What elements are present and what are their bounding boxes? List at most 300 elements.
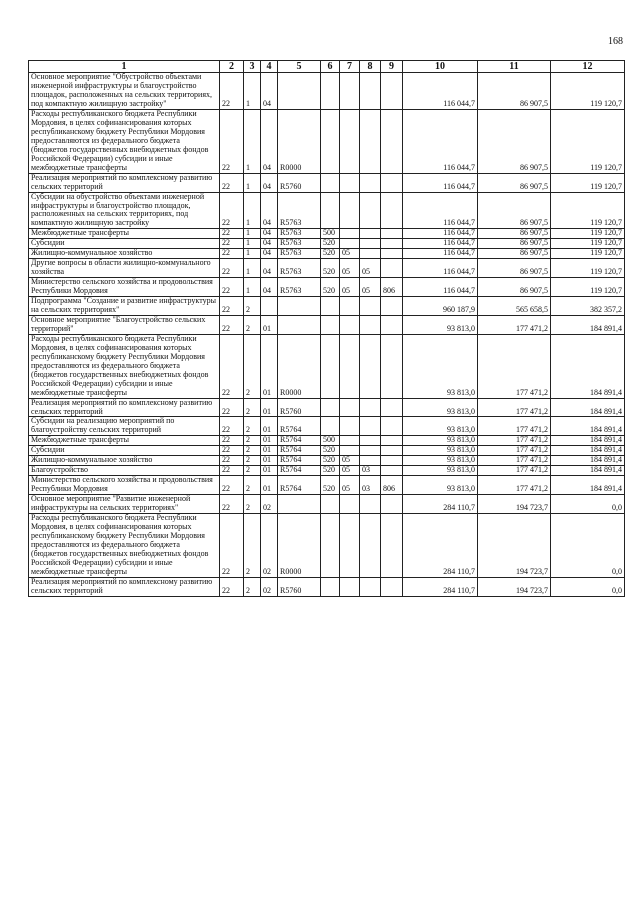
code-cell: 1 xyxy=(244,173,261,192)
amount-cell: 116 044,7 xyxy=(403,173,478,192)
code-cell: 520 xyxy=(321,456,340,466)
code-cell: 01 xyxy=(261,436,278,446)
code-cell xyxy=(321,315,340,334)
code-cell: 520 xyxy=(321,259,340,278)
table-row xyxy=(29,278,625,297)
header-cell: 9 xyxy=(381,61,403,73)
code-cell: 2 xyxy=(244,315,261,334)
amount-cell: 184 891,4 xyxy=(551,334,625,398)
amount-cell: 116 044,7 xyxy=(403,278,478,297)
code-cell: 22 xyxy=(220,446,244,456)
code-cell xyxy=(360,229,381,239)
code-cell xyxy=(321,173,340,192)
code-cell: 01 xyxy=(261,315,278,334)
code-cell: R0000 xyxy=(278,334,321,398)
code-cell: 1 xyxy=(244,259,261,278)
code-cell: 520 xyxy=(321,476,340,495)
code-cell xyxy=(360,173,381,192)
code-cell: 22 xyxy=(220,249,244,259)
code-cell: 2 xyxy=(244,436,261,446)
code-cell: 2 xyxy=(244,495,261,514)
header-cell: 7 xyxy=(340,61,360,73)
budget-table xyxy=(28,60,625,597)
code-cell: 806 xyxy=(381,278,403,297)
code-cell: 05 xyxy=(340,249,360,259)
code-cell xyxy=(321,577,340,596)
code-cell xyxy=(360,513,381,577)
row-name-cell: Межбюджетные трансферты xyxy=(29,436,220,446)
row-name-cell: Расходы республиканского бюджета Республики Мордовия, в целях софинансирования которых республиканскому бюджету Республики Мордовия предоставляются из федерального бюджета (бюджетов государственных внебюджетных фондов Российской Федерации) субсидии и иные межбюджетные трансферты xyxy=(29,334,220,398)
code-cell xyxy=(360,192,381,229)
code-cell xyxy=(278,73,321,110)
amount-cell: 86 907,5 xyxy=(478,173,551,192)
code-cell: 22 xyxy=(220,110,244,174)
code-cell xyxy=(381,398,403,417)
amount-cell: 177 471,2 xyxy=(478,417,551,436)
code-cell: R5763 xyxy=(278,239,321,249)
code-cell xyxy=(381,315,403,334)
code-cell: 01 xyxy=(261,417,278,436)
code-cell: 04 xyxy=(261,278,278,297)
code-cell xyxy=(278,495,321,514)
code-cell: 2 xyxy=(244,476,261,495)
code-cell: 04 xyxy=(261,249,278,259)
code-cell xyxy=(360,398,381,417)
code-cell: 520 xyxy=(321,249,340,259)
table-row xyxy=(29,476,625,495)
table-row xyxy=(29,315,625,334)
code-cell: 05 xyxy=(360,259,381,278)
code-cell xyxy=(340,436,360,446)
amount-cell: 119 120,7 xyxy=(551,192,625,229)
amount-cell: 184 891,4 xyxy=(551,417,625,436)
row-name-cell: Благоустройство xyxy=(29,466,220,476)
amount-cell: 184 891,4 xyxy=(551,315,625,334)
amount-cell: 86 907,5 xyxy=(478,278,551,297)
code-cell: 1 xyxy=(244,249,261,259)
row-name-cell: Жилищно-коммунальное хозяйство xyxy=(29,249,220,259)
table-row xyxy=(29,513,625,577)
code-cell: 22 xyxy=(220,192,244,229)
code-cell xyxy=(381,513,403,577)
code-cell: 2 xyxy=(244,513,261,577)
code-cell: 1 xyxy=(244,73,261,110)
code-cell: 03 xyxy=(360,476,381,495)
row-name-cell: Субсидии xyxy=(29,239,220,249)
table-row xyxy=(29,173,625,192)
amount-cell: 177 471,2 xyxy=(478,456,551,466)
amount-cell: 93 813,0 xyxy=(403,456,478,466)
amount-cell: 194 723,7 xyxy=(478,513,551,577)
amount-cell: 116 044,7 xyxy=(403,192,478,229)
table-header xyxy=(29,61,625,73)
table-body xyxy=(29,73,625,596)
code-cell xyxy=(340,446,360,456)
amount-cell: 93 813,0 xyxy=(403,334,478,398)
code-cell: 22 xyxy=(220,398,244,417)
code-cell: 05 xyxy=(340,466,360,476)
code-cell: 1 xyxy=(244,192,261,229)
code-cell: 02 xyxy=(261,495,278,514)
code-cell: 520 xyxy=(321,466,340,476)
table-row xyxy=(29,192,625,229)
amount-cell: 93 813,0 xyxy=(403,417,478,436)
code-cell xyxy=(360,495,381,514)
amount-cell: 184 891,4 xyxy=(551,436,625,446)
row-name-cell: Реализация мероприятий по комплексному развитию сельских территорий xyxy=(29,173,220,192)
row-name-cell: Жилищно-коммунальное хозяйство xyxy=(29,456,220,466)
code-cell: R5763 xyxy=(278,192,321,229)
code-cell: 500 xyxy=(321,229,340,239)
header-cell: 1 xyxy=(29,61,220,73)
amount-cell: 86 907,5 xyxy=(478,259,551,278)
amount-cell: 119 120,7 xyxy=(551,239,625,249)
code-cell: R5764 xyxy=(278,436,321,446)
row-name-cell: Основное мероприятие "Благоустройство сельских территорий" xyxy=(29,315,220,334)
code-cell: 05 xyxy=(340,278,360,297)
row-name-cell: Расходы республиканского бюджета Республики Мордовия, в целях софинансирования которых республиканскому бюджету Республики Мордовия предоставляются из федерального бюджета (бюджетов государственных внебюджетных фондов Российской Федерации) субсидии и иные межбюджетные трансферты xyxy=(29,513,220,577)
code-cell xyxy=(381,239,403,249)
code-cell: 22 xyxy=(220,476,244,495)
code-cell: 2 xyxy=(244,398,261,417)
table-row xyxy=(29,456,625,466)
code-cell xyxy=(381,259,403,278)
code-cell: R5763 xyxy=(278,278,321,297)
code-cell: 2 xyxy=(244,446,261,456)
code-cell: 01 xyxy=(261,466,278,476)
table-row xyxy=(29,446,625,456)
table-row xyxy=(29,297,625,316)
amount-cell: 177 471,2 xyxy=(478,315,551,334)
code-cell xyxy=(340,239,360,249)
code-cell: R5764 xyxy=(278,456,321,466)
table-row xyxy=(29,229,625,239)
code-cell xyxy=(321,334,340,398)
code-cell xyxy=(360,456,381,466)
amount-cell: 565 658,5 xyxy=(478,297,551,316)
code-cell xyxy=(321,417,340,436)
code-cell xyxy=(340,229,360,239)
code-cell: 22 xyxy=(220,229,244,239)
code-cell: 22 xyxy=(220,73,244,110)
code-cell xyxy=(381,192,403,229)
header-cell: 10 xyxy=(403,61,478,73)
code-cell: 22 xyxy=(220,239,244,249)
amount-cell: 86 907,5 xyxy=(478,239,551,249)
code-cell: 1 xyxy=(244,278,261,297)
amount-cell: 284 110,7 xyxy=(403,495,478,514)
code-cell: R5764 xyxy=(278,476,321,495)
code-cell xyxy=(321,110,340,174)
code-cell: 22 xyxy=(220,456,244,466)
code-cell xyxy=(381,173,403,192)
amount-cell: 284 110,7 xyxy=(403,577,478,596)
amount-cell: 86 907,5 xyxy=(478,249,551,259)
code-cell: 22 xyxy=(220,577,244,596)
code-cell xyxy=(360,249,381,259)
header-cell: 11 xyxy=(478,61,551,73)
code-cell xyxy=(381,446,403,456)
code-cell xyxy=(340,73,360,110)
page-number: 168 xyxy=(608,36,623,47)
code-cell: 04 xyxy=(261,173,278,192)
amount-cell: 119 120,7 xyxy=(551,278,625,297)
code-cell xyxy=(381,229,403,239)
table-row xyxy=(29,110,625,174)
code-cell: R5760 xyxy=(278,173,321,192)
amount-cell: 177 471,2 xyxy=(478,446,551,456)
amount-cell: 119 120,7 xyxy=(551,173,625,192)
code-cell xyxy=(360,239,381,249)
amount-cell: 119 120,7 xyxy=(551,259,625,278)
code-cell xyxy=(321,398,340,417)
code-cell xyxy=(340,495,360,514)
code-cell xyxy=(340,513,360,577)
code-cell: 05 xyxy=(340,456,360,466)
amount-cell: 116 044,7 xyxy=(403,229,478,239)
code-cell xyxy=(340,315,360,334)
row-name-cell: Министерство сельского хозяйства и продовольствия Республики Мордовия xyxy=(29,476,220,495)
code-cell: 22 xyxy=(220,173,244,192)
row-name-cell: Министерство сельского хозяйства и продовольствия Республики Мордовия xyxy=(29,278,220,297)
amount-cell: 116 044,7 xyxy=(403,110,478,174)
code-cell: 2 xyxy=(244,334,261,398)
amount-cell: 960 187,9 xyxy=(403,297,478,316)
code-cell: 05 xyxy=(340,476,360,495)
code-cell: 22 xyxy=(220,436,244,446)
amount-cell: 0,0 xyxy=(551,513,625,577)
header-cell: 6 xyxy=(321,61,340,73)
code-cell xyxy=(360,315,381,334)
code-cell: 05 xyxy=(360,278,381,297)
table-row xyxy=(29,73,625,110)
code-cell xyxy=(340,417,360,436)
code-cell: 01 xyxy=(261,456,278,466)
code-cell: R0000 xyxy=(278,513,321,577)
code-cell: R0000 xyxy=(278,110,321,174)
code-cell xyxy=(340,192,360,229)
amount-cell: 116 044,7 xyxy=(403,239,478,249)
code-cell xyxy=(321,297,340,316)
table-row xyxy=(29,239,625,249)
code-cell: 2 xyxy=(244,417,261,436)
row-name-cell: Субсидии на обустройство объектами инженерной инфраструктуры и благоустройство площадок, расположенных на сельских территориях, под компактную жилищную застройку xyxy=(29,192,220,229)
code-cell xyxy=(360,446,381,456)
code-cell xyxy=(381,110,403,174)
code-cell xyxy=(360,73,381,110)
row-name-cell: Подпрограмма "Создание и развитие инфраструктуры на сельских территориях" xyxy=(29,297,220,316)
code-cell xyxy=(381,297,403,316)
amount-cell: 382 357,2 xyxy=(551,297,625,316)
code-cell: 520 xyxy=(321,278,340,297)
code-cell: 500 xyxy=(321,436,340,446)
row-name-cell: Субсидии xyxy=(29,446,220,456)
amount-cell: 86 907,5 xyxy=(478,110,551,174)
code-cell: R5763 xyxy=(278,229,321,239)
amount-cell: 177 471,2 xyxy=(478,476,551,495)
code-cell xyxy=(381,334,403,398)
table-row xyxy=(29,249,625,259)
code-cell: 04 xyxy=(261,192,278,229)
code-cell: 22 xyxy=(220,278,244,297)
header-cell: 5 xyxy=(278,61,321,73)
row-name-cell: Реализация мероприятий по комплексному развитию сельских территорий xyxy=(29,577,220,596)
code-cell: R5764 xyxy=(278,466,321,476)
code-cell: 22 xyxy=(220,513,244,577)
code-cell xyxy=(360,417,381,436)
code-cell: R5763 xyxy=(278,259,321,278)
row-name-cell: Основное мероприятие "Обустройство объектами инженерной инфраструктуры и благоустройство площадок, расположенных на сельских территориях, под компактную жилищную застройку" xyxy=(29,73,220,110)
amount-cell: 116 044,7 xyxy=(403,259,478,278)
amount-cell: 116 044,7 xyxy=(403,73,478,110)
amount-cell: 116 044,7 xyxy=(403,249,478,259)
code-cell: R5760 xyxy=(278,577,321,596)
header-cell: 3 xyxy=(244,61,261,73)
amount-cell: 184 891,4 xyxy=(551,476,625,495)
code-cell: R5760 xyxy=(278,398,321,417)
code-cell xyxy=(381,436,403,446)
code-cell xyxy=(340,398,360,417)
code-cell xyxy=(381,495,403,514)
amount-cell: 177 471,2 xyxy=(478,436,551,446)
code-cell xyxy=(321,73,340,110)
code-cell: 1 xyxy=(244,110,261,174)
amount-cell: 177 471,2 xyxy=(478,466,551,476)
table-row xyxy=(29,436,625,446)
code-cell: 22 xyxy=(220,417,244,436)
code-cell xyxy=(321,192,340,229)
amount-cell: 93 813,0 xyxy=(403,436,478,446)
amount-cell: 86 907,5 xyxy=(478,229,551,239)
amount-cell: 184 891,4 xyxy=(551,398,625,417)
amount-cell: 86 907,5 xyxy=(478,73,551,110)
header-cell: 8 xyxy=(360,61,381,73)
code-cell xyxy=(340,297,360,316)
code-cell: R5763 xyxy=(278,249,321,259)
row-name-cell: Реализация мероприятий по комплексному развитию сельских территорий xyxy=(29,398,220,417)
code-cell xyxy=(360,110,381,174)
code-cell: 01 xyxy=(261,334,278,398)
code-cell xyxy=(381,249,403,259)
amount-cell: 184 891,4 xyxy=(551,456,625,466)
code-cell xyxy=(381,577,403,596)
code-cell: 2 xyxy=(244,466,261,476)
amount-cell: 86 907,5 xyxy=(478,192,551,229)
amount-cell: 177 471,2 xyxy=(478,334,551,398)
amount-cell: 184 891,4 xyxy=(551,446,625,456)
table-row xyxy=(29,417,625,436)
amount-cell: 93 813,0 xyxy=(403,315,478,334)
code-cell: 520 xyxy=(321,446,340,456)
code-cell: 04 xyxy=(261,110,278,174)
code-cell: 1 xyxy=(244,229,261,239)
code-cell: 22 xyxy=(220,259,244,278)
amount-cell: 284 110,7 xyxy=(403,513,478,577)
code-cell xyxy=(261,297,278,316)
code-cell: 22 xyxy=(220,495,244,514)
code-cell: 03 xyxy=(360,466,381,476)
code-cell xyxy=(360,297,381,316)
amount-cell: 119 120,7 xyxy=(551,73,625,110)
code-cell: 04 xyxy=(261,73,278,110)
code-cell xyxy=(321,513,340,577)
code-cell xyxy=(360,436,381,446)
row-name-cell: Межбюджетные трансферты xyxy=(29,229,220,239)
amount-cell: 119 120,7 xyxy=(551,110,625,174)
amount-cell: 0,0 xyxy=(551,495,625,514)
amount-cell: 119 120,7 xyxy=(551,249,625,259)
amount-cell: 177 471,2 xyxy=(478,398,551,417)
header-cell: 4 xyxy=(261,61,278,73)
header-cell: 2 xyxy=(220,61,244,73)
row-name-cell: Субсидии на реализацию мероприятий по благоустройству сельских территорий xyxy=(29,417,220,436)
table-row xyxy=(29,259,625,278)
code-cell: R5764 xyxy=(278,417,321,436)
code-cell: 2 xyxy=(244,297,261,316)
code-cell: 04 xyxy=(261,239,278,249)
header-cell: 12 xyxy=(551,61,625,73)
code-cell xyxy=(381,73,403,110)
amount-cell: 0,0 xyxy=(551,577,625,596)
code-cell: 01 xyxy=(261,446,278,456)
table-row xyxy=(29,334,625,398)
code-cell xyxy=(340,110,360,174)
table-row xyxy=(29,577,625,596)
code-cell: 04 xyxy=(261,259,278,278)
amount-cell: 194 723,7 xyxy=(478,577,551,596)
amount-cell: 194 723,7 xyxy=(478,495,551,514)
amount-cell: 93 813,0 xyxy=(403,476,478,495)
code-cell: R5764 xyxy=(278,446,321,456)
amount-cell: 93 813,0 xyxy=(403,446,478,456)
code-cell xyxy=(360,577,381,596)
row-name-cell: Другие вопросы в области жилищно-коммунального хозяйства xyxy=(29,259,220,278)
table-row xyxy=(29,398,625,417)
code-cell: 22 xyxy=(220,297,244,316)
amount-cell: 93 813,0 xyxy=(403,398,478,417)
code-cell xyxy=(340,334,360,398)
code-cell: 520 xyxy=(321,239,340,249)
code-cell: 01 xyxy=(261,398,278,417)
code-cell xyxy=(381,456,403,466)
code-cell: 05 xyxy=(340,259,360,278)
code-cell: 22 xyxy=(220,466,244,476)
code-cell: 806 xyxy=(381,476,403,495)
code-cell xyxy=(340,577,360,596)
code-cell xyxy=(381,466,403,476)
code-cell xyxy=(381,417,403,436)
code-cell xyxy=(340,173,360,192)
code-cell: 2 xyxy=(244,577,261,596)
code-cell: 01 xyxy=(261,476,278,495)
code-cell: 22 xyxy=(220,315,244,334)
code-cell: 02 xyxy=(261,577,278,596)
code-cell xyxy=(278,297,321,316)
code-cell: 1 xyxy=(244,239,261,249)
amount-cell: 184 891,4 xyxy=(551,466,625,476)
amount-cell: 119 120,7 xyxy=(551,229,625,239)
code-cell xyxy=(360,334,381,398)
table-row xyxy=(29,466,625,476)
amount-cell: 93 813,0 xyxy=(403,466,478,476)
row-name-cell: Основное мероприятие "Развитие инженерной инфраструктуры на сельских территориях" xyxy=(29,495,220,514)
code-cell: 22 xyxy=(220,334,244,398)
row-name-cell: Расходы республиканского бюджета Республики Мордовия, в целях софинансирования которых республиканскому бюджету Республики Мордовия предоставляются из федерального бюджета (бюджетов государственных внебюджетных фондов Российской Федерации) субсидии и иные межбюджетные трансферты xyxy=(29,110,220,174)
table-row xyxy=(29,495,625,514)
header-row xyxy=(29,61,625,73)
code-cell xyxy=(321,495,340,514)
code-cell: 02 xyxy=(261,513,278,577)
